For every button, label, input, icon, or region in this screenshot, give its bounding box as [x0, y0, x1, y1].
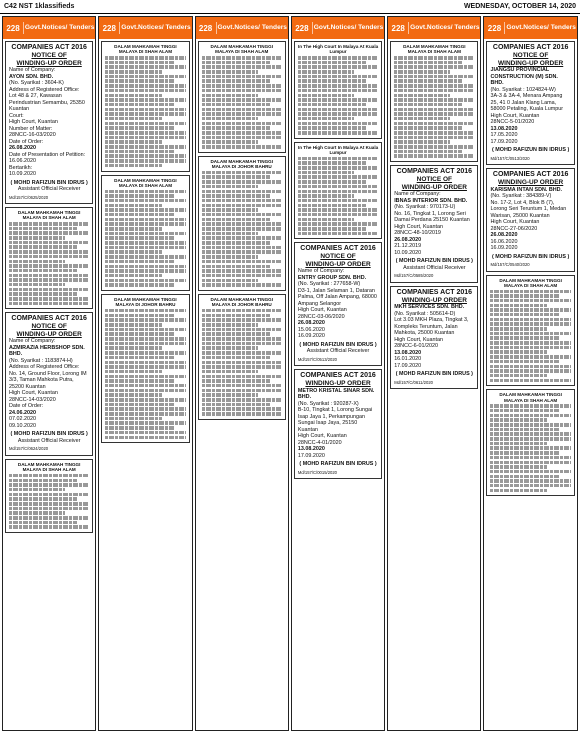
section-band: 228 Govt.Notices/ Tenders — [3, 17, 95, 39]
notice-auction: DALAM MAHKAMAH TINGGI MALAYA DI SHAH ALAM — [5, 459, 93, 533]
section-band: 228 Govt.Notices/ Tenders — [196, 17, 288, 39]
section-band: 228 Govt.Notices/ Tenders — [388, 17, 480, 39]
notice-auction: DALAM MAHKAMAH TINGGI MALAYA DI SHAH ALAM — [486, 389, 574, 496]
notice-metro-kristal: COMPANIES ACT 2016 WINDING-UP ORDER METRO KRISTAL SINAR SDN. BHD. (No. Syarikat : 920287-X) B-10, Tingkat 1, Lorong Sungai Isap Jaya 1, Perkampungan Sungai Isap Jaya, 25150 Kuantan High Court, Kuantan 28NCC-4-01/2020 13.08.2020 17.09.2020 ( MOHD RAFIZUN BIN IDRUS ) Md/157/C/0015/2020 — [294, 369, 382, 479]
notice-auction: DALAM MAHKAMAH TINGGI MALAYA DI SHAH ALAM — [390, 41, 478, 162]
page-date: WEDNESDAY, OCTOBER 14, 2020 — [463, 3, 576, 10]
column-5 — [387, 16, 481, 731]
notice-azmirazia: COMPANIES ACT 2016 NOTICE OF WINDING-UP ORDER Name of Company: AZMIRAZIA HERBSHOP SDN. BHD. (No. Syarikat : 1183874-H) Address of Registered Office: No. 14, Ground Floor, Lorong IM 3/3, Taman Mahkota Putra, 25200 Kuantan High Court, Kuantan 28NCC-14-03/2020 Date of Order: 24.06.2020 07.02.2020 09.10.2020 ( MOHD RAFIZUN BIN IDRUS ) Assistant Official Receiver Md/157/C/0624/2020 — [5, 312, 93, 456]
notice-ibnas: COMPANIES ACT 2016 NOTICE OF WINDING-UP ORDER Name of Company: IBNAS INTERIOR SDN. BHD. (No. Syarikat : 970173-U) No. 16, Tingkat 1, Lorong Seri Damai Perdana 25150 Kuantan High Court, Kuantan 28NCC-48-10/2019 26.08.2020 21.12.2019 10.09.2020 ( MOHD RAFIZUN BIN IDRUS ) Assistant Official Receiver Md/157/C/0585/2020 — [390, 165, 478, 283]
section-band: 228 Govt.Notices/ Tenders — [484, 17, 576, 39]
notice-auction: DALAM MAHKAMAH TINGGI MALAYA DI JOHOR BAHRU — [198, 156, 286, 291]
classified-columns — [2, 16, 578, 731]
page-folio: C42 NST 1klassifieds — [4, 3, 75, 10]
page-header — [0, 0, 580, 14]
notice-auction: DALAM MAHKAMAH TINGGI MALAYA DI SHAH ALAM — [486, 275, 574, 387]
notice-auction: In The High Court In Malaya At Kuala Lumpur — [294, 41, 382, 139]
notice-entry-group: COMPANIES ACT 2016 NOTICE OF WINDING-UP ORDER Name of Company: ENTRY GROUP SDN. BHD. (No. Syarikat : 277658-W) D3-1, Jalan Selaman 1, Dataran Palma, Off Jalan Ampang, 68000 Ampang Selangor High Court, Kuantan 28NCC-03-06/2020 26.08.2020 15.06.2020 16.09.2020 ( MOHD RAFIZUN BIN IDRUS ) Assistant Official Receiver Md/157/C/0513/2020 — [294, 242, 382, 366]
notice-auction: DALAM MAHKAMAH TINGGI MALAYA DI SHAH ALAM — [5, 207, 93, 309]
column-3 — [195, 16, 289, 731]
notice-auction: In The High Court In Malaya At Kuala Lumpur — [294, 142, 382, 240]
notice-auction: DALAM MAHKAMAH TINGGI MALAYA DI JOHOR BAHRU — [198, 294, 286, 420]
notice-jiangsu: COMPANIES ACT 2016 NOTICE OF WINDING-UP ORDER JIANGSU PROVINCIAL CONSTRUCTION (M) SDN. BHD. (No. Syarikat : 1024824-W) 3A-3 & 3A-4, Menara Ampang 25, 41 0 Jalan Klang Lama, 58000 Petaling, Kuala Lumpur High Court, Kuantan 28NCC-5-01/2020 13.08.2020 17.05.2020 17.09.2020 ( MOHD RAFIZUN BIN IDRUS ) Md/157/C/0513/2020 — [486, 41, 574, 165]
notice-mkh: COMPANIES ACT 2016 WINDING-UP ORDER MKH SERVICES SDN. BHD. (No. Syarikat : 505614-D) Lot 3.03 MKH Plaza, Tingkat 3, Kompleks Teruntum, Jalan Mahkota, 25000 Kuantan High Court, Kuantan 28NCC-6-01/2020 13.08.2020 16.01.2020 17.09.2020 ( MOHD RAFIZUN BIN IDRUS ) Md/157/C/0611/2020 — [390, 286, 478, 390]
notice-karisma: COMPANIES ACT 2016 WINDING-UP ORDER KARISMA INTAN SDN. BHD. (No. Syarikat : 384389-V) No. 17-2, Lot 4, Blok B (7), Lorong Seri Teruntum 1, Medan Warisan, 25000 Kuantan High Court, Kuantan 28NCC-27-06/2020 26.08.2020 16.06.2020 16.09.2020 ( MOHD RAFIZUN BIN IDRUS ) Md/157/C/0540/2020 — [486, 168, 574, 272]
column-2 — [98, 16, 192, 731]
notice-auction: DALAM MAHKAMAH TINGGI MALAYA DI JOHOR BAHRU — [101, 294, 189, 443]
column-4 — [291, 16, 385, 731]
section-band: 228 Govt.Notices/ Tenders — [99, 17, 191, 39]
notice-ayon: COMPANIES ACT 2016 NOTICE OF WINDING-UP ORDER Name of Company: AYON SDN. BHD. (No. Syarikat : 3604-K) Address of Registered Office: Lot 48 & 27, Kawasan Perindustrian Semambu, 25350 Kuantan Court: High Court, Kuantan Number of Matter: 28NCC-16-03/2020 Date of Order: 26.08.2020 Date of Presentation of Petition: 16.06.2020 Bertarikh: 10.09.2020 ( MOHD RAFIZUN BIN IDRUS ) Assistant Official Receiver Md/157/C/0625/2020 — [5, 41, 93, 204]
column-6 — [483, 16, 577, 731]
section-band: 228 Govt.Notices/ Tenders — [292, 17, 384, 39]
notice-auction: DALAM MAHKAMAH TINGGI MALAYA DI SHAH ALAM — [101, 175, 189, 291]
column-1 — [2, 16, 96, 731]
notice-auction: DALAM MAHKAMAH TINGGI MALAYA DI SHAH ALAM — [101, 41, 189, 172]
notice-auction: DALAM MAHKAMAH TINGGI MALAYA DI SHAH ALAM — [198, 41, 286, 153]
